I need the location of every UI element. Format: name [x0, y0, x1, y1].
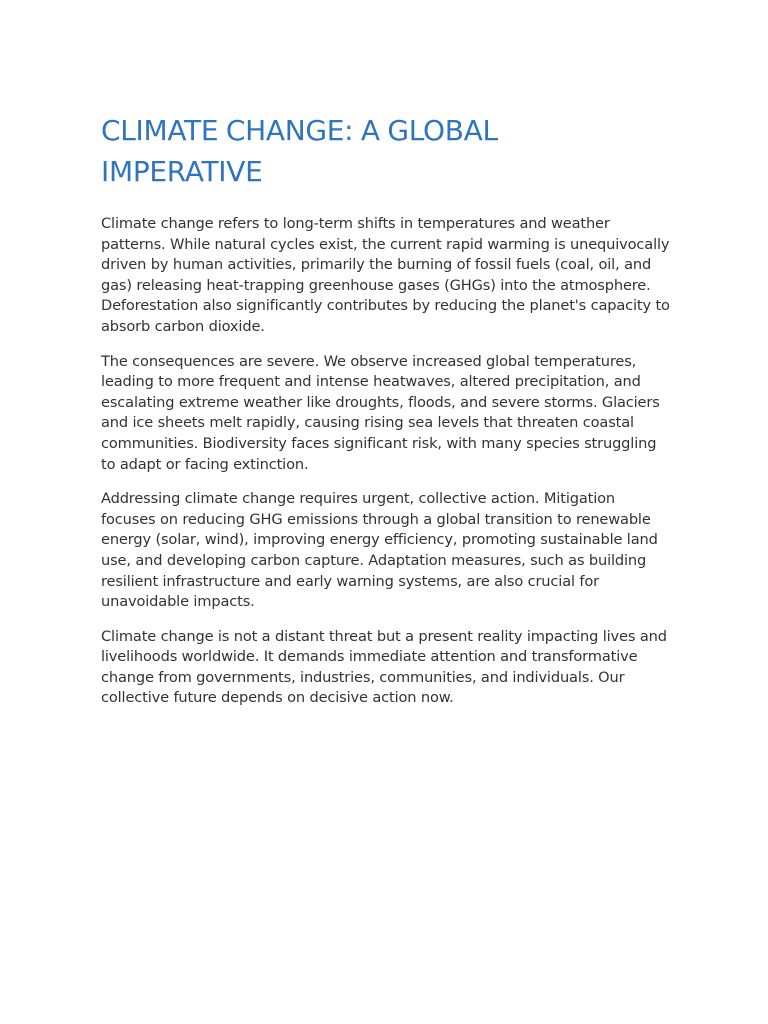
- paragraph-consequences: The consequences are severe. We observe increased global temperatures, leading to more frequent and intense heatwaves, altered precipitation, and escalating extreme weather like droughts, floods, and severe storms. Glaciers and ice sheets melt rapidly, causing rising sea levels that threaten coastal communities. Biodiversity faces significant risk, with many species struggling to adapt or facing extinction.: [101, 352, 660, 473]
- paragraph-action: Addressing climate change requires urgent, collective action. Mitigation focuses on reducing GHG emissions through a global transition to renewable energy (solar, wind), improving energy efficiency, promoting sustainable land use, and developing carbon capture. Adaptation measures, such as building resilient infrastructure and early warning systems, are also crucial for unavoidable impacts.: [101, 490, 658, 611]
- document-title: CLIMATE CHANGE: A GLOBAL IMPERATIVE: [101, 114, 498, 188]
- paragraph-intro: Climate change refers to long-term shifts in temperatures and weather patterns. While natural cycles exist, the current rapid warming is unequivocally driven by human activities, primarily the burning of fossil fuels (coal, oil, and gas) releasing heat-trapping greenhouse gases (GHGs) into the atmosphere. Deforestation also significantly contributes by reducing the planet's capacity to absorb carbon dioxide.: [101, 215, 670, 335]
- paragraph-conclusion: Climate change is not a distant threat but a present reality impacting lives and livelihoods worldwide. It demands immediate attention and transformative change from governments, industries, communities, and individuals. Our collective future depends on decisive action now.: [101, 627, 667, 707]
